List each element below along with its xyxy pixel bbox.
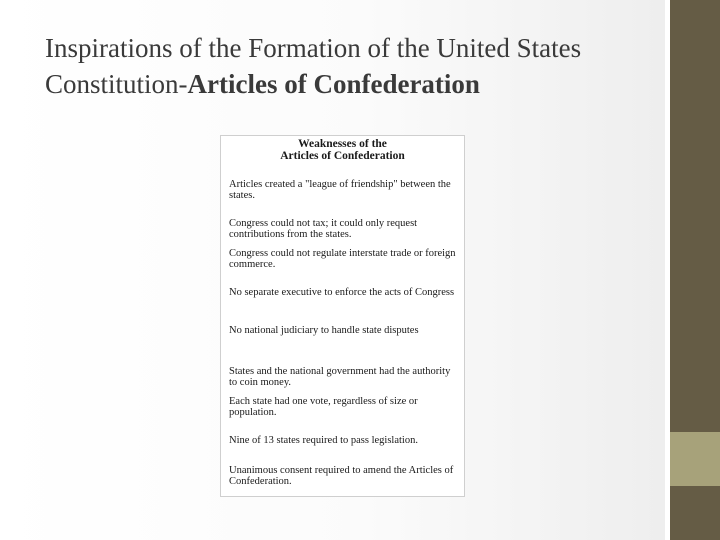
weakness-item: Articles created a "league of friendship" between the states. [229, 179, 451, 201]
weaknesses-document-image [220, 135, 465, 497]
document-heading-line-1: Weaknesses of the [298, 138, 387, 150]
weakness-item: Nine of 13 states required to pass legislation. [229, 435, 418, 446]
title-plain-text: Inspirations of the Formation of the United States Constitution- [45, 33, 582, 99]
document-heading [221, 138, 464, 162]
title-bold-text: Articles of Confederation [187, 69, 480, 99]
weakness-item: No national judiciary to handle state disputes [229, 325, 419, 336]
weakness-item: Congress could not tax; it could only request contributions from the states. [229, 218, 418, 240]
document-heading-line-2: Articles of Confederation [280, 150, 405, 162]
slide-title [45, 30, 655, 102]
sidebar-accent-block [670, 432, 720, 486]
weakness-item: Each state had one vote, regardless of size or population. [229, 396, 418, 418]
weakness-item: No separate executive to enforce the acts of Congress [229, 287, 455, 298]
weakness-item: States and the national government had the authority to coin money. [229, 366, 451, 388]
weakness-item: Unanimous consent required to amend the Articles of Confederation. [229, 465, 454, 487]
weakness-item: Congress could not regulate interstate trade or foreign commerce. [229, 248, 456, 270]
